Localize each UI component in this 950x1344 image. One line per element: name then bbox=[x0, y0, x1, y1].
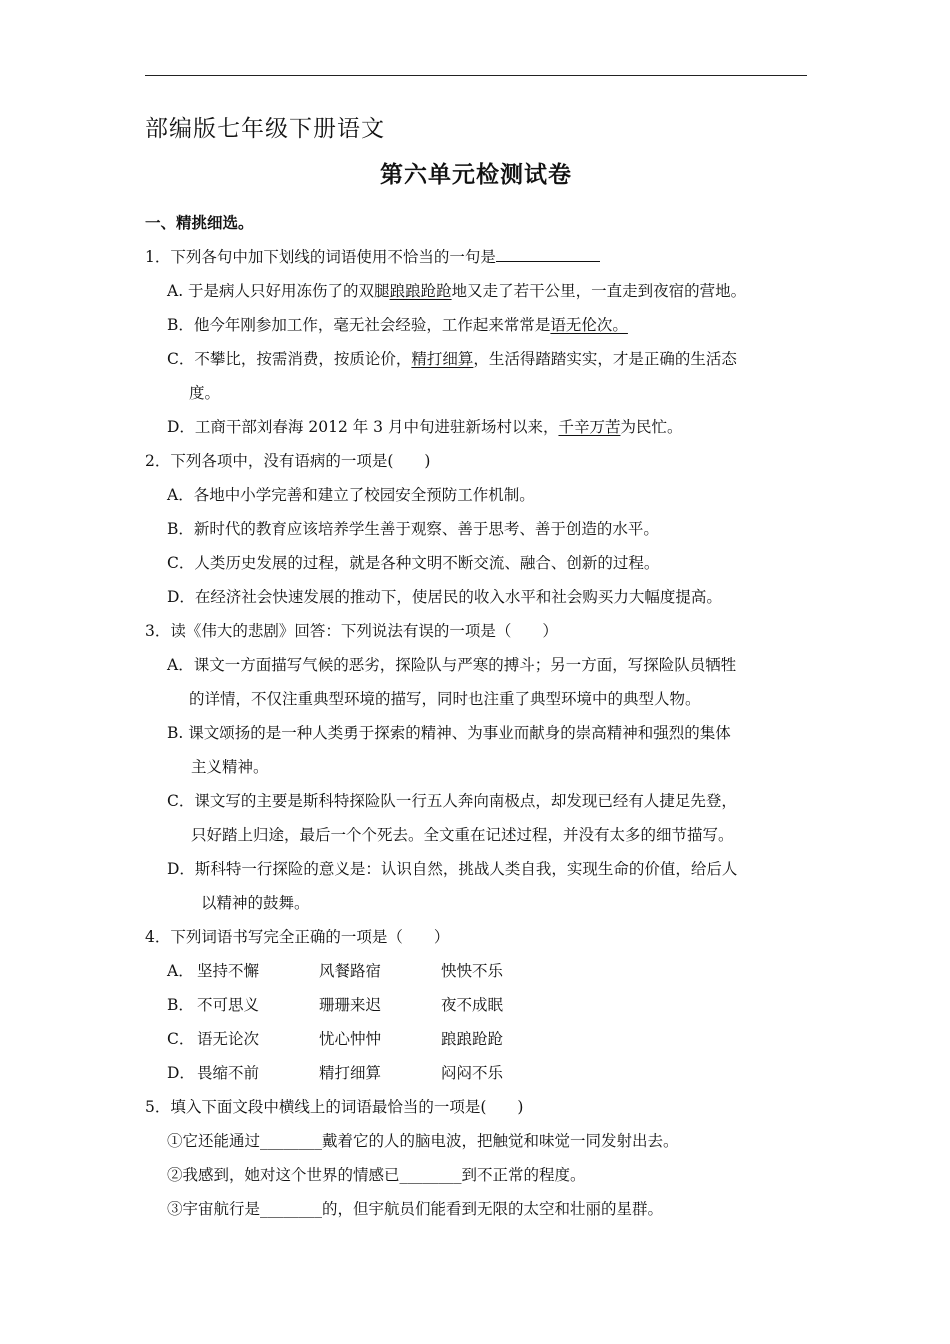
underlined-word: 精打细算 bbox=[411, 350, 474, 368]
question-1-stem: 1．下列各句中加下划线的词语使用不恰当的一句是 bbox=[145, 240, 807, 274]
question-1-option-a: A. 于是病人只好用冻伤了的双腿踉踉跄跄地又走了若干公里，一直走到夜宿的营地。 bbox=[167, 282, 747, 300]
question-4-option-a: A． 坚持不懈 风餐路宿 怏怏不乐 bbox=[167, 962, 504, 980]
question-1-option-c-cont: 度。 bbox=[189, 384, 221, 402]
question-5-sentence-2: ②我感到，她对这个世界的情感已________到不正常的程度。 bbox=[167, 1166, 586, 1184]
question-3-option-a-cont: 的详情，不仅注重典型环境的描写，同时也注重了典型环境中的典型人物。 bbox=[189, 690, 701, 708]
question-3-stem: 3．读《伟大的悲剧》回答：下列说法有误的一项是（ ） bbox=[145, 622, 558, 640]
document-title: 部编版七年级下册语文 bbox=[145, 116, 385, 142]
question-2-option-c: C．人类历史发展的过程，就是各种文明不断交流、融合、创新的过程。 bbox=[167, 554, 660, 572]
question-1-option-c: C．不攀比，按需消费，按质论价，精打细算，生活得踏踏实实，才是正确的生活态 bbox=[167, 350, 737, 368]
question-2-option-b: B．新时代的教育应该培养学生善于观察、善于思考、善于创造的水平。 bbox=[167, 520, 659, 538]
underlined-word: 千辛万苦 bbox=[558, 418, 621, 436]
exam-page bbox=[145, 108, 807, 1226]
question-4-option-c: C． 语无论次 忧心忡忡 踉踉跄跄 bbox=[167, 1030, 504, 1048]
question-3-option-d-cont: 以精神的鼓舞。 bbox=[201, 894, 310, 912]
question-3-option-c: C．课文写的主要是斯科特探险队一行五人奔向南极点，却发现已经有人捷足先登， bbox=[167, 792, 737, 810]
question-5-sentence-3: ③宇宙航行是________的，但宇航员们能看到无限的太空和壮丽的星群。 bbox=[167, 1200, 664, 1218]
underlined-word: 踉踉跄跄 bbox=[389, 282, 452, 300]
question-3-option-c-cont: 只好踏上归途，最后一个个死去。全文重在记述过程，并没有太多的细节描写。 bbox=[191, 826, 734, 844]
question-4-stem: 4．下列词语书写完全正确的一项是（ ） bbox=[145, 928, 450, 946]
question-1-option-b: B．他今年刚参加工作，毫无社会经验，工作起来常常是语无伦次。 bbox=[167, 316, 628, 334]
question-3-option-b-cont: 主义精神。 bbox=[191, 758, 269, 776]
question-5-sentence-1: ①它还能通过________戴着它的人的脑电波，把触觉和味觉一同发射出去。 bbox=[167, 1132, 679, 1150]
underlined-word: 语无伦次。 bbox=[550, 316, 628, 334]
question-3-option-d: D．斯科特一行探险的意义是：认识自然，挑战人类自我，实现生命的价值，给后人 bbox=[167, 860, 738, 878]
question-4-option-d: D． 畏缩不前 精打细算 闷闷不乐 bbox=[167, 1064, 504, 1082]
question-4-option-b: B． 不可思义 珊珊来迟 夜不成眠 bbox=[167, 996, 504, 1014]
header-rule bbox=[145, 75, 807, 76]
document-subtitle: 第六单元检测试卷 bbox=[380, 162, 572, 188]
question-3-option-b: B. 课文颂扬的是一种人类勇于探索的精神、为事业而献身的崇高精神和强烈的集体 bbox=[167, 724, 731, 742]
question-2-option-a: A．各地中小学完善和建立了校园安全预防工作机制。 bbox=[167, 486, 535, 504]
section-heading: 一、精挑细选。 bbox=[145, 214, 254, 232]
answer-blank bbox=[496, 247, 600, 262]
question-1-option-d: D．工商干部刘春海 2012 年 3 月中旬进驻新场村以来，千辛万苦为民忙。 bbox=[167, 418, 683, 436]
question-5-stem: 5．填入下面文段中横线上的词语最恰当的一项是( ) bbox=[145, 1098, 524, 1116]
question-2-option-d: D．在经济社会快速发展的推动下，使居民的收入水平和社会购买力大幅度提高。 bbox=[167, 588, 722, 606]
question-2-stem: 2．下列各项中，没有语病的一项是( ) bbox=[145, 452, 431, 470]
question-3-option-a: A．课文一方面描写气候的恶劣，探险队与严寒的搏斗；另一方面，写探险队员牺牲 bbox=[167, 656, 737, 674]
